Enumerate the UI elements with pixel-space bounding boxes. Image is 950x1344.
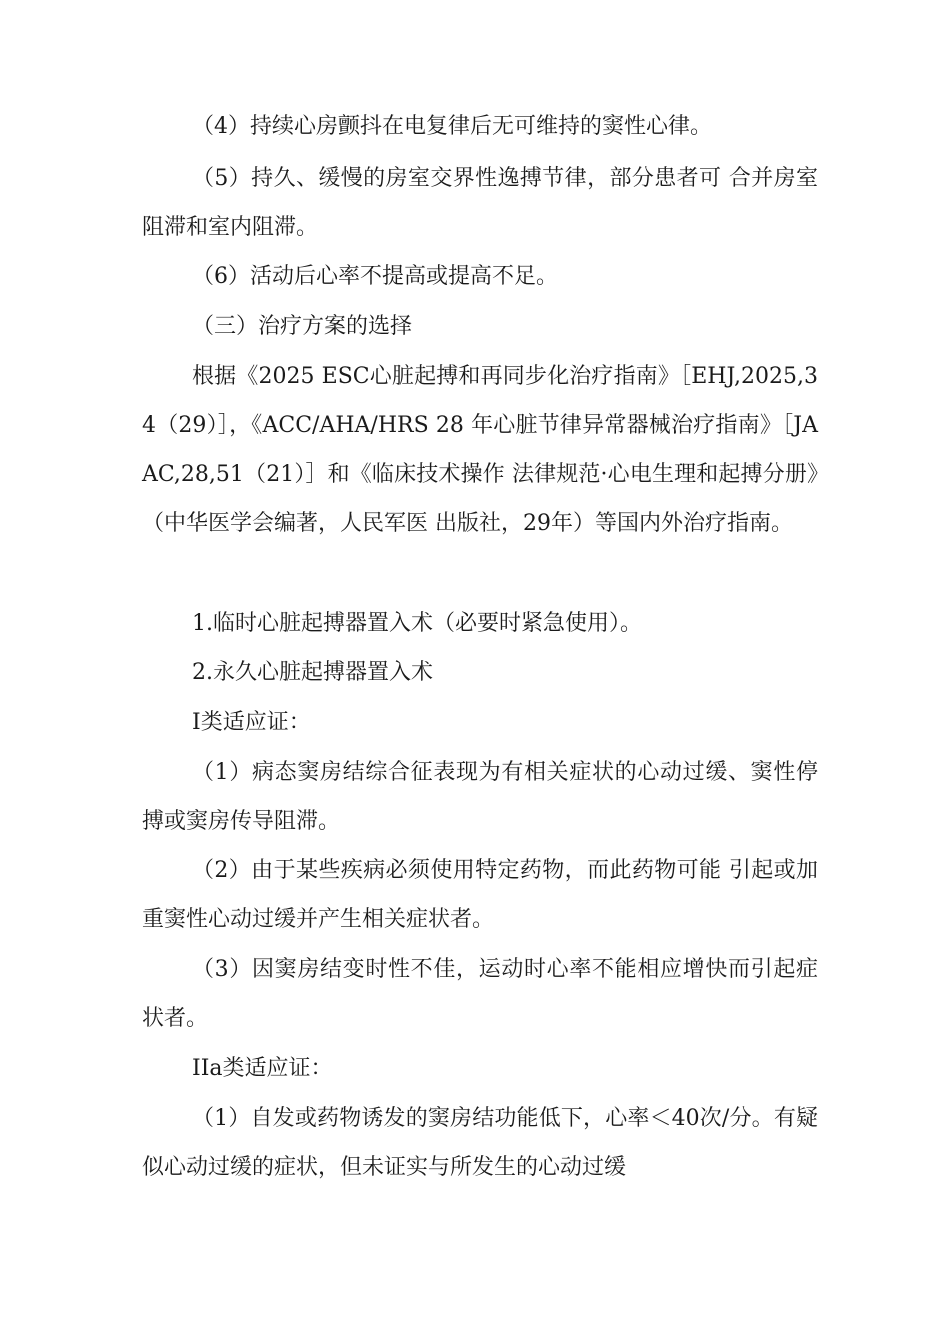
class-i-item-1: （1）病态窦房结综合征表现为有相关症状的心动过缓、窦性停搏或窦房传导阻滞。 bbox=[142, 760, 818, 834]
paragraph-guidelines: 根据《2025 ESC心脏起搏和再同步化治疗指南》［EHJ,2025,34（29）］，《ACC/AHA/HRS 28 年心脏节律异常器械治疗指南》［JAAC,28,51（21）］和《临床技术操作 法律规范·心电生理和起搏分册》（中华医学会编著，人民军医 出版社，29年）等国内外治疗指南。 bbox=[142, 364, 818, 536]
class-i-item-2: （2）由于某些疾病必须使用特定药物，而此药物可能 引起或加重窦性心动过缓并产生相关症状者。 bbox=[142, 858, 818, 932]
class-i-item-3: （3）因窦房结变时性不佳，运动时心率不能相应增快而引起症状者。 bbox=[142, 957, 818, 1031]
paragraph-item-5: （5）持久、缓慢的房室交界性逸搏节律，部分患者可 合并房室阻滞和室内阻滞。 bbox=[142, 166, 818, 240]
paragraph-item-4: （4）持续心房颤抖在电复律后无可维持的窦性心律。 bbox=[192, 114, 712, 139]
paragraph-item-6: （6）活动后心率不提高或提高不足。 bbox=[192, 264, 558, 289]
class-iia-item-1: （1）自发或药物诱发的窦房结功能低下，心率＜40次/分。有疑似心动过缓的症状，但未证实与所发生的心动过缓 bbox=[142, 1106, 818, 1180]
section-heading-treatment: （三）治疗方案的选择 bbox=[192, 314, 413, 339]
class-i-indications-heading: I类适应证： bbox=[192, 710, 311, 735]
class-iia-indications-heading: IIa类适应证： bbox=[192, 1056, 333, 1081]
list-item-temporary-pacemaker: 1.临时心脏起搏器置入术（必要时紧急使用）。 bbox=[192, 611, 642, 636]
list-item-permanent-pacemaker: 2.永久心脏起搏器置入术 bbox=[192, 660, 433, 685]
